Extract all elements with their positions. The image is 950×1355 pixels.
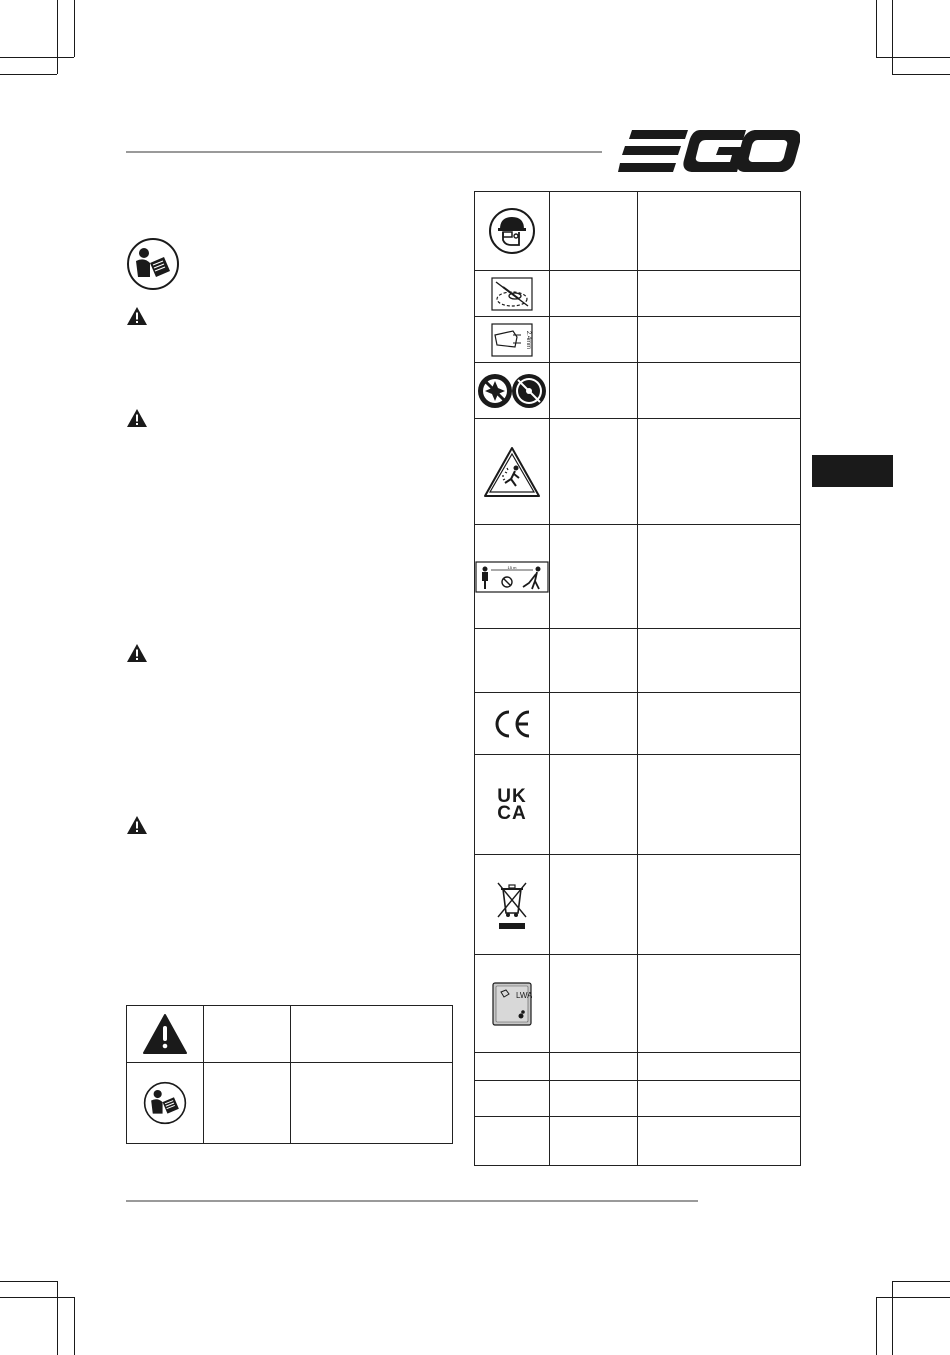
symbol-desc-cell <box>291 1063 453 1144</box>
read-manual-icon <box>143 1081 187 1125</box>
no-metal-blade-icon <box>491 277 533 311</box>
symbol-cell <box>127 1006 204 1063</box>
crop-mark-br-h2 <box>892 1281 950 1282</box>
symbol-cell <box>475 1117 550 1166</box>
table-row <box>475 317 801 363</box>
sound-power-icon <box>492 982 532 1026</box>
crop-mark-br-h <box>876 1297 950 1298</box>
blade-prohibited-icon <box>477 372 547 410</box>
crop-mark-tr-v2 <box>876 0 877 57</box>
table-row <box>475 755 801 855</box>
safety-alert-icon <box>142 1013 188 1055</box>
table-row <box>475 525 801 629</box>
symbol-name-cell <box>550 629 638 693</box>
symbol-desc-cell <box>638 192 801 271</box>
crop-mark-tl-h2 <box>0 74 57 75</box>
table-row <box>475 955 801 1053</box>
weee-bin-icon <box>494 879 530 931</box>
symbol-cell <box>475 192 550 271</box>
footer-rule <box>126 1200 698 1202</box>
symbol-desc-cell <box>638 317 801 363</box>
symbol-name-cell <box>550 755 638 855</box>
symbol-name-cell <box>550 363 638 419</box>
symbol-desc-cell <box>638 1117 801 1166</box>
table-row <box>475 363 801 419</box>
table-row <box>127 1063 453 1144</box>
symbol-name-cell <box>550 1053 638 1081</box>
table-row <box>475 855 801 955</box>
symbol-cell <box>475 525 550 629</box>
symbol-name-cell <box>550 855 638 955</box>
symbol-desc-cell <box>638 629 801 693</box>
crop-mark-tl-v <box>57 0 58 74</box>
symbol-cell <box>475 855 550 955</box>
crop-mark-br-v2 <box>876 1297 877 1355</box>
crop-mark-bl-h <box>0 1297 74 1298</box>
crop-mark-tl-v2 <box>74 0 75 57</box>
symbol-desc-cell <box>638 693 801 755</box>
symbol-desc-cell <box>638 955 801 1053</box>
table-row <box>475 192 801 271</box>
symbol-cell <box>475 955 550 1053</box>
symbol-name-cell <box>550 317 638 363</box>
keep-distance-icon <box>475 561 549 593</box>
warning-triangle-icon <box>126 306 148 326</box>
table-row <box>475 419 801 525</box>
symbol-desc-cell <box>638 755 801 855</box>
right-symbol-table <box>474 191 801 1166</box>
crop-mark-br-v <box>892 1281 893 1355</box>
symbol-cell <box>475 629 550 693</box>
symbol-desc-cell <box>638 525 801 629</box>
symbol-name-cell <box>550 1081 638 1117</box>
ce-mark-icon <box>491 709 533 739</box>
symbol-name-cell <box>550 955 638 1053</box>
symbol-desc-cell <box>638 363 801 419</box>
table-row <box>127 1006 453 1063</box>
symbol-desc-cell <box>638 1053 801 1081</box>
symbol-desc-cell <box>638 271 801 317</box>
crop-mark-tr-h2 <box>892 74 950 75</box>
table-row <box>475 629 801 693</box>
crop-mark-bl-v <box>57 1281 58 1355</box>
head-protection-icon <box>488 207 536 255</box>
header-rule <box>126 151 602 153</box>
section-tab <box>812 455 893 487</box>
symbol-name-cell <box>550 525 638 629</box>
thrown-objects-icon <box>483 446 541 498</box>
symbol-name-cell <box>550 419 638 525</box>
symbol-cell <box>475 693 550 755</box>
symbol-name-cell <box>550 693 638 755</box>
symbol-desc-cell <box>638 419 801 525</box>
crop-mark-tr-v <box>892 0 893 74</box>
symbol-desc-cell <box>638 1081 801 1117</box>
svg-text:15 m: 15 m <box>507 564 517 570</box>
symbol-cell <box>475 271 550 317</box>
ego-logo <box>618 130 800 172</box>
warning-triangle-icon <box>126 408 148 428</box>
crop-mark-tl-h <box>0 57 74 58</box>
symbol-name-cell <box>204 1006 291 1063</box>
symbol-cell <box>475 419 550 525</box>
warning-triangle-icon <box>126 643 148 663</box>
crop-mark-tr-h <box>876 57 950 58</box>
table-row <box>475 1053 801 1081</box>
read-manual-icon <box>126 237 180 291</box>
left-symbol-table <box>126 1005 453 1144</box>
symbol-cell <box>475 1053 550 1081</box>
crop-mark-bl-v2 <box>74 1297 75 1355</box>
symbol-cell <box>475 1081 550 1117</box>
symbol-cell <box>475 755 550 855</box>
symbol-desc-cell <box>291 1006 453 1063</box>
symbol-cell <box>475 363 550 419</box>
ukca-mark-icon: UK CA <box>497 785 527 824</box>
table-row <box>475 271 801 317</box>
svg-text:2.4mm: 2.4mm <box>525 330 531 349</box>
symbol-desc-cell <box>638 855 801 955</box>
line-diameter-icon <box>491 323 533 357</box>
symbol-cell <box>475 317 550 363</box>
warning-triangle-icon <box>126 815 148 835</box>
symbol-name-cell <box>550 1117 638 1166</box>
symbol-name-cell <box>550 192 638 271</box>
table-row <box>475 1081 801 1117</box>
symbol-name-cell <box>204 1063 291 1144</box>
crop-mark-bl-h2 <box>0 1281 57 1282</box>
symbol-name-cell <box>550 271 638 317</box>
table-row <box>475 693 801 755</box>
table-row <box>475 1117 801 1166</box>
svg-text:LWA: LWA <box>516 990 532 1000</box>
symbol-cell <box>127 1063 204 1144</box>
